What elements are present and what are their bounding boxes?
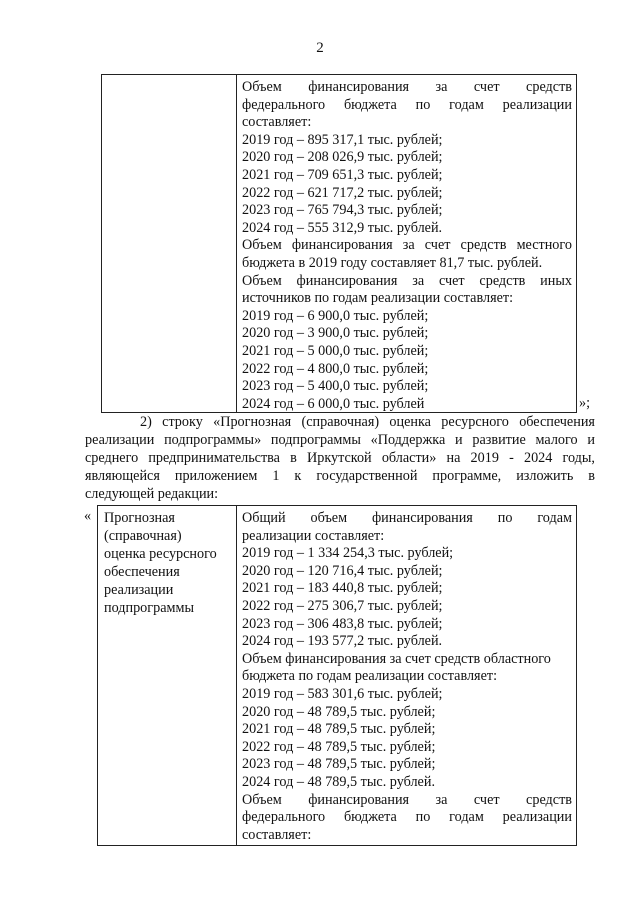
word: средств xyxy=(526,791,572,808)
word: годам xyxy=(537,510,572,526)
word: иных xyxy=(540,272,572,289)
table-2-line: 2020 год – 48 789,5 тыс. рублей; xyxy=(242,703,436,720)
table-1-line: 2022 год – 4 800,0 тыс. рублей; xyxy=(242,360,429,377)
word: ресурсного xyxy=(441,414,509,430)
word: - xyxy=(509,450,514,466)
word: средств xyxy=(526,79,572,95)
word: области» xyxy=(381,450,437,466)
table-1-line: 2020 год – 208 026,9 тыс. рублей; xyxy=(242,149,443,166)
closing-quote: »; xyxy=(579,395,591,411)
word: годам xyxy=(449,809,484,826)
word: в xyxy=(588,468,595,484)
word: развитие xyxy=(472,432,526,448)
word: 2) xyxy=(140,414,152,430)
table-2-line: 2022 год – 275 306,7 тыс. рублей; xyxy=(242,598,443,614)
table-2-line: 2020 год – 120 716,4 тыс. рублей; xyxy=(242,562,443,579)
table-1-line: 2019 год – 6 900,0 тыс. рублей; xyxy=(242,307,429,324)
word: «Прогнозная xyxy=(213,414,292,430)
word: строку xyxy=(162,414,203,430)
paragraph-line xyxy=(85,449,595,467)
table-2-line: 2024 год – 48 789,5 тыс. рублей. xyxy=(242,774,435,790)
word: и xyxy=(455,432,463,448)
word: за xyxy=(402,237,415,254)
table-2-line: 2024 год – 193 577,2 тыс. рублей. xyxy=(242,633,443,650)
word: 1 xyxy=(272,468,280,484)
table-1-line: 2024 год – 555 312,9 тыс. рублей. xyxy=(242,219,443,236)
paragraph-line xyxy=(85,431,595,449)
word: и xyxy=(587,432,595,448)
word: финансирования xyxy=(308,791,410,808)
table-2-line xyxy=(242,509,572,527)
word: малого xyxy=(535,432,578,448)
paragraph-line xyxy=(85,467,595,485)
table-1-line: 2024 год – 6 000,0 тыс. рублей xyxy=(242,395,425,412)
word: «Поддержка xyxy=(370,432,446,448)
table-2-line: 2019 год – 1 334 254,3 тыс. рублей; xyxy=(242,545,454,562)
word: среднего xyxy=(85,450,139,466)
table-1-line xyxy=(242,236,572,254)
table-1-line: 2021 год – 709 651,3 тыс. рублей; xyxy=(242,167,443,183)
row-label-line: Прогнозная xyxy=(104,510,175,526)
word: подпрограммы xyxy=(270,432,361,448)
table-1-line xyxy=(242,96,572,114)
word: за xyxy=(435,791,448,808)
word: предпринимательства xyxy=(148,450,280,466)
word: счет xyxy=(473,79,500,95)
table-1-line: источников по годам реализации составляет: xyxy=(242,290,514,307)
table-2-line xyxy=(242,791,572,809)
table-1-line: 2023 год – 765 794,3 тыс. рублей; xyxy=(242,202,443,219)
word: финансирования xyxy=(296,272,398,289)
word: (справочная) xyxy=(301,414,380,430)
table-1-line: 2020 год – 3 900,0 тыс. рублей; xyxy=(242,325,429,342)
word: к xyxy=(294,468,302,484)
word: Иркутской xyxy=(307,450,372,466)
word: по xyxy=(415,96,431,113)
word: федерального xyxy=(242,96,326,113)
row-label-line: (справочная) xyxy=(104,528,182,544)
word: на xyxy=(446,450,461,466)
word: годам xyxy=(449,96,484,113)
table-2-line: 2021 год – 183 440,8 тыс. рублей; xyxy=(242,580,443,597)
table-2 xyxy=(97,505,577,846)
word: по xyxy=(497,510,513,526)
word: Объем xyxy=(242,272,282,289)
word: подпрограммы» xyxy=(164,432,262,448)
table-1-line: 2022 год – 621 717,2 тыс. рублей; xyxy=(242,184,443,201)
table-1 xyxy=(101,74,577,413)
table-2-line: бюджета по годам реализации составляет: xyxy=(242,668,498,685)
word: за xyxy=(412,272,425,289)
paragraph-line xyxy=(140,413,595,431)
word: средств xyxy=(479,272,526,289)
table-1-line xyxy=(242,78,572,96)
table-2-line: 2023 год – 48 789,5 тыс. рублей; xyxy=(242,756,436,773)
table-1-line: 2021 год – 5 000,0 тыс. рублей; xyxy=(242,343,429,359)
table-2-line: 2019 год – 583 301,6 тыс. рублей; xyxy=(242,686,443,702)
word: являющейся xyxy=(85,468,160,484)
paragraph-line: следующей редакции: xyxy=(85,486,219,502)
word: реализации xyxy=(502,809,572,826)
table-2-line: 2023 год – 306 483,8 тыс. рублей; xyxy=(242,615,443,632)
table-2-line: Объем финансирования за счет средств областного xyxy=(242,650,551,667)
word: Объем xyxy=(242,791,282,808)
word: средств xyxy=(460,237,507,254)
word: финансирования xyxy=(308,79,410,95)
word: приложением xyxy=(174,468,258,484)
row-label-line: подпрограммы xyxy=(104,600,194,616)
table-2-line: 2021 год – 48 789,5 тыс. рублей; xyxy=(242,721,436,738)
table-1-line: составляет: xyxy=(242,114,312,131)
word: в xyxy=(290,450,297,466)
word: местного xyxy=(516,237,572,254)
table-1-line: 2023 год – 5 400,0 тыс. рублей; xyxy=(242,378,429,395)
table-1-left-cell xyxy=(101,74,236,413)
word: оценка xyxy=(389,414,431,430)
word: обеспечения xyxy=(519,414,595,430)
page-number: 2 xyxy=(316,40,324,56)
row-label-line: обеспечения xyxy=(104,564,180,580)
table-2-line: 2022 год – 48 789,5 тыс. рублей; xyxy=(242,738,436,755)
word: финансирования xyxy=(291,237,393,254)
word: 2024 xyxy=(523,450,553,466)
word: счет xyxy=(438,272,465,289)
word: программе, xyxy=(432,468,502,484)
word: по xyxy=(415,809,431,826)
word: реализации xyxy=(502,96,572,113)
table-1-line: бюджета в 2019 году составляет 81,7 тыс. рублей. xyxy=(242,255,543,271)
table-1-line xyxy=(242,272,572,290)
table-1-line: 2019 год – 895 317,1 тыс. рублей; xyxy=(242,131,443,148)
opening-quote: « xyxy=(84,508,92,524)
row-label-line: оценка ресурсного xyxy=(104,546,217,562)
word: Объем xyxy=(242,237,282,254)
word: Общий xyxy=(242,510,286,526)
word: Объем xyxy=(242,79,282,95)
word: годы, xyxy=(562,450,595,466)
word: финансирования xyxy=(371,510,473,526)
table-2-line: составляет: xyxy=(242,826,312,843)
word: изложить xyxy=(516,468,574,484)
word: реализации xyxy=(85,432,155,448)
table-2-line: реализации составляет: xyxy=(242,527,385,544)
word: за xyxy=(435,79,448,95)
word: федерального xyxy=(242,809,326,826)
word: бюджета xyxy=(343,809,397,826)
row-label-line: реализации xyxy=(104,582,174,598)
word: государственной xyxy=(316,468,418,484)
word: счет xyxy=(473,791,500,808)
word: 2019 xyxy=(470,450,499,466)
table-2-line xyxy=(242,808,572,826)
word: бюджета xyxy=(343,96,397,113)
word: объем xyxy=(310,510,348,526)
word: счет xyxy=(424,237,451,254)
